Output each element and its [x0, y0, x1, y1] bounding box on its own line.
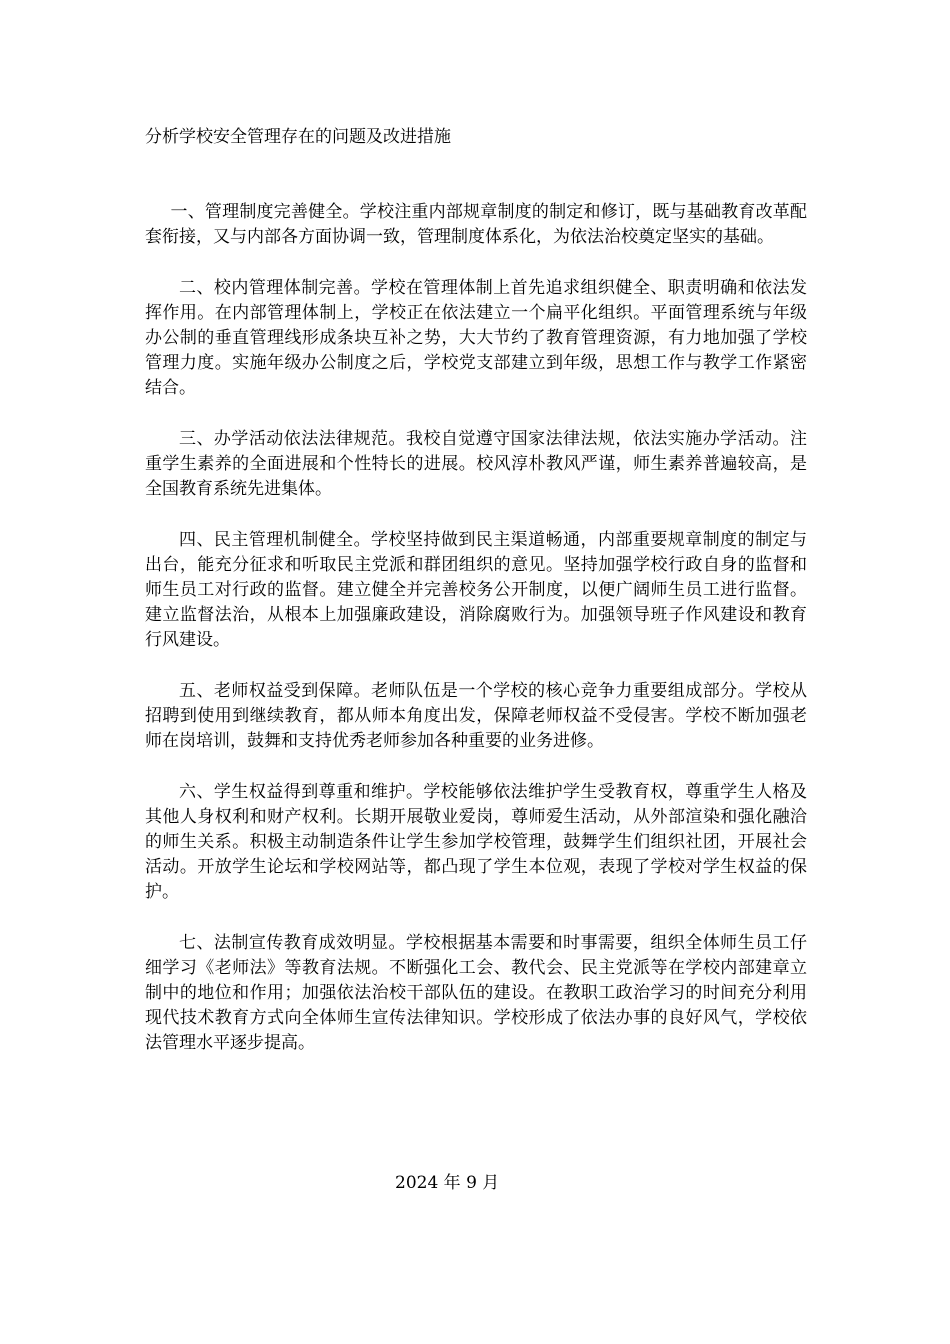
paragraph-2: 二、校内管理体制完善。学校在管理体制上首先追求组织健全、职责明确和依法发挥作用。在内部管理体制上，学校正在依法建立一个扁平化组织。平面管理系统与年级办公制的垂直管理线形成条块互补之势，大大节约了教育管理资源，有力地加强了学校管理力度。实施年级办公制度之后，学校党支部建立到年级，思想工作与教学工作紧密结合。	[145, 278, 807, 398]
paragraph-3: 三、办学活动依法法律规范。我校自觉遵守国家法律法规，依法实施办学活动。注重学生素养的全面进展和个性特长的进展。校风淳朴教风严谨，师生素养普遍较高，是全国教育系统先进集体。	[145, 429, 807, 499]
paragraph-6: 六、学生权益得到尊重和维护。学校能够依法维护学生受教育权，尊重学生人格及其他人身权利和财产权利。长期开展敬业爱岗，尊师爱生活动，从外部渲染和强化融洽的师生关系。积极主动制造条件让学生参加学校管理，鼓舞学生们组织社团，开展社会活动。开放学生论坛和学校网站等，都凸现了学生本位观，表现了学校对学生权益的保护。	[145, 782, 807, 902]
paragraph-1: 一、管理制度完善健全。学校注重内部规章制度的制定和修订，既与基础教育改革配套衔接，又与内部各方面协调一致，管理制度体系化，为依法治校奠定坚实的基础。	[145, 202, 807, 247]
paragraph-5: 五、老师权益受到保障。老师队伍是一个学校的核心竞争力重要组成部分。学校从招聘到使用到继续教育，都从师本角度出发，保障老师权益不受侵害。学校不断加强老师在岗培训，鼓舞和支持优秀老师参加各种重要的业务进修。	[145, 681, 807, 751]
document-title: 分析学校安全管理存在的问题及改进措施	[145, 127, 451, 147]
document-body	[145, 200, 807, 1082]
document-date: 2024 年 9 月	[395, 1173, 500, 1193]
paragraph-4: 四、民主管理机制健全。学校坚持做到民主渠道畅通，内部重要规章制度的制定与出台，能充分征求和听取民主党派和群团组织的意见。坚持加强学校行政自身的监督和师生员工对行政的监督。建立健全并完善校务公开制度，以便广阔师生员工进行监督。建立监督法治，从根本上加强廉政建设，消除腐败行为。加强领导班子作风建设和教育行风建设。	[145, 530, 807, 650]
paragraph-7: 七、法制宣传教育成效明显。学校根据基本需要和时事需要，组织全体师生员工仔细学习《老师法》等教育法规。不断强化工会、教代会、民主党派等在学校内部建章立制中的地位和作用；加强依法治校干部队伍的建设。在教职工政治学习的时间充分利用现代技术教育方式向全体师生宣传法律知识。学校形成了依法办事的良好风气，学校依法管理水平逐步提高。	[145, 933, 807, 1053]
